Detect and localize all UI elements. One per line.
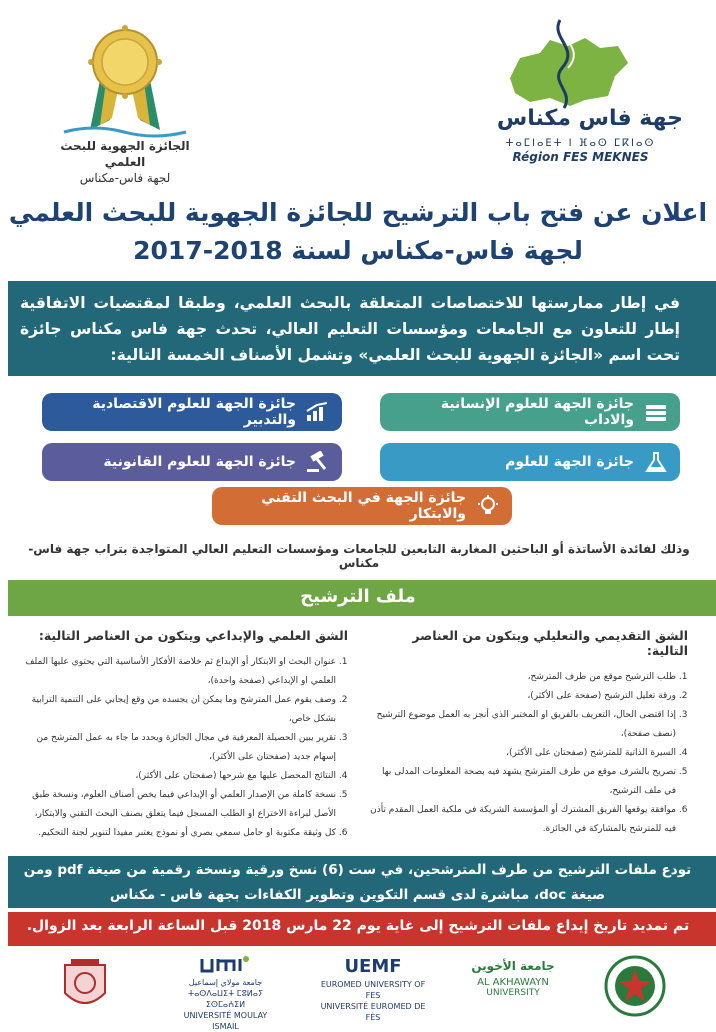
prize-medal-logo bbox=[70, 20, 180, 138]
announcement-subtitle: لجهة فاس-مكناس لسنة 2018-2017 bbox=[133, 236, 583, 265]
category-humanities-label: جائزة الجهة للعلوم الإنسانية والاداب bbox=[440, 396, 634, 428]
scientific-heading: الشق العلمي والإبداعي ويتكون من العناصر التالية: bbox=[38, 628, 348, 643]
aui-name-en2: UNIVERSITY bbox=[486, 988, 540, 998]
partner-uemf-logo bbox=[318, 955, 428, 1022]
list-item: 6. موافقة يوقعها الفريق المشترك أو المؤسسة الشريكة في ملكية العمل المقدم تأذن فيه للمترشح بالمشاركة في الجائزة. bbox=[368, 801, 676, 839]
region-name-fr: Région FES MEKNES bbox=[512, 150, 649, 164]
list-item: 1. عنوان البحث او الابتكار أو الإبداع ثم خلاصة الأفكار الأساسية التي يحتوي عليها الملف العلمي او الإبداعي (صفحة واحدة)، bbox=[20, 653, 336, 691]
region-map-logo bbox=[490, 18, 640, 110]
aui-name-en: AL AKHAWAYN bbox=[477, 977, 549, 988]
deposit-text: تودع ملفات الترشيح من طرف المترشحين، في ست (6) نسخ ورقية ونسخة رقمية من صيغة pdf ومن صيغة doc، مباشرة لدى قسم التكوين وتطوير الكفاءات بجهة فاس - مكناس bbox=[23, 862, 692, 903]
region-name-tifinagh: ⵜⴰⵎⵏⴰⴹⵜ ⵏ ⴼⴰⵙ ⵎⴽⵏⴰⵙ bbox=[505, 138, 656, 149]
uemf-name: UEMF bbox=[344, 956, 402, 977]
region-name-ar: جهة فاس مكناس bbox=[496, 106, 683, 131]
prize-logo-line1: الجائزة الجهوية للبحث العلمي bbox=[60, 139, 190, 169]
prize-logo-line2: لجهة فاس-مكناس bbox=[79, 171, 171, 185]
list-item: 2. وصف يقوم عمل المترشح وما يمكن ان يجسده من وقع إيجابي على التنمية الترابية بشكل خاص، bbox=[20, 691, 336, 729]
file-section-title: ملف الترشيح bbox=[300, 586, 416, 607]
list-item: 3. تقرير يبين الحصيلة المعرفية في مجال الجائزة ويحدد ما جاء به عمل المترشح من إسهام جديد (صفحتان على الأكثر)، bbox=[20, 729, 336, 767]
umi-name-ar: جامعة مولاي إسماعيل bbox=[188, 978, 263, 987]
category-humanities bbox=[380, 393, 680, 431]
category-sciences bbox=[380, 443, 680, 481]
wave-icon bbox=[62, 124, 188, 138]
category-tech bbox=[212, 487, 512, 525]
umi-name-fr: UNIVERSITÉ MOULAY ISMAIL bbox=[183, 1011, 268, 1031]
umi-name-tifinagh: ⵜⴰⵙⴷⴰⵡⵉⵜ ⵎⵓⵍⴰⵢ ⵉⵙⵎⴰⵄⵉⵍ bbox=[187, 989, 264, 1009]
beneficiaries-text: وذلك لفائدة الأساتذة أو الباحثين المغاربة التابعين للجامعات ومؤسسات التعليم العالي المتواجدة بتراب جهة فاس-مكناس bbox=[28, 542, 690, 570]
list-item: 5. تصريح بالشرف موقع من طرف المترشح يشهد فيه بصحة المعلومات المدلى بها في ملف الترشيح، bbox=[368, 763, 676, 801]
bar-chart-icon bbox=[304, 398, 332, 426]
university-crest-icon bbox=[55, 955, 115, 1015]
partner-usmba-logo bbox=[40, 955, 130, 1017]
gavel-icon bbox=[304, 448, 332, 476]
uemf-name-fr: UNIVERSITÉ EUROMED DE FÈS bbox=[320, 1002, 426, 1022]
books-icon bbox=[642, 398, 670, 426]
list-item: 2. ورقة تعليل الترشيح (صفحة على الأكثر)، bbox=[368, 687, 676, 706]
flask-icon bbox=[642, 448, 670, 476]
list-item: 4. النتائج المحصل عليها مع شرحها (صفحتان على الأكثر)، bbox=[20, 767, 336, 786]
category-law-label: جائزة الجهة للعلوم القانونية bbox=[103, 454, 296, 470]
category-sciences-label: جائزة الجهة للعلوم bbox=[505, 454, 634, 470]
umi-mark-icon bbox=[196, 955, 256, 975]
announcement-title: اعلان عن فتح باب الترشيح للجائزة الجهوية للبحث العلمي bbox=[8, 198, 708, 227]
aui-name-ar: جامعة الأخوين bbox=[471, 959, 555, 973]
presentation-part bbox=[368, 628, 688, 839]
category-economics-label: جائزة الجهة للعلوم الاقتصادية والتدبير bbox=[92, 396, 296, 428]
scientific-part bbox=[20, 628, 348, 843]
list-item: 5. نسخة كاملة من الإصدار العلمي أو الإبداعي فيما يخص أصناف العلوم، ونسخة طبق الأصل لبراءة الاختراع او الطلب المسجل فيما يتعلق بصنف البحث التقني والابتكار، bbox=[20, 786, 336, 824]
partner-umi-logo bbox=[178, 955, 273, 1031]
uemf-name-en: EUROMED UNIVERSITY OF FES bbox=[320, 980, 426, 1000]
category-economics bbox=[42, 393, 342, 431]
category-tech-label: جائزة الجهة في البحث التقني والابتكار bbox=[261, 490, 466, 522]
prize-logo-text bbox=[50, 138, 200, 186]
list-item: 6. كل وثيقة مكتوبة او حامل سمعي بصري أو نموذج يعتبر مفيدا لتنوير لجنة التحكيم. bbox=[20, 824, 336, 843]
lightbulb-icon bbox=[474, 492, 502, 520]
partner-aui-logo bbox=[468, 955, 558, 1017]
category-law bbox=[42, 443, 342, 481]
list-item: 1. طلب الترشيح موقع من طرف المترشح، bbox=[368, 668, 676, 687]
presentation-heading: الشق التقديمي والتعليلي ويتكون من العناصر التالية: bbox=[412, 628, 688, 658]
list-item: 4. السيرة الذاتية للمترشح (صفحتان على الأكثر)، bbox=[368, 744, 676, 763]
list-item: 3. إذا اقتضى الحال، التعريف بالفريق او المختبر الذي أنجز به العمل موضوع الترشيح (نصف صفحة)، bbox=[368, 706, 676, 744]
intro-text: في إطار ممارستها للاختصاصات المتعلقة بالبحث العلمي، وطبقا لمقتضيات الاتفاقية إطار للتعاون مع الجامعات ومؤسسات التعليم العالي، تحدث جهة فاس مكناس جائزة تحت اسم «الجائزة الجهوية للبحث العلمي» وتشمل الأصناف الخمسة التالية: bbox=[20, 294, 680, 364]
star-emblem-icon bbox=[604, 955, 666, 1017]
partner-ena-logo bbox=[600, 955, 670, 1017]
deadline-text: تم تمديد تاريخ إيداع ملفات الترشيح إلى غاية يوم 22 مارس 2018 قبل الساعة الرابعة بعد الزوال. bbox=[26, 918, 690, 934]
